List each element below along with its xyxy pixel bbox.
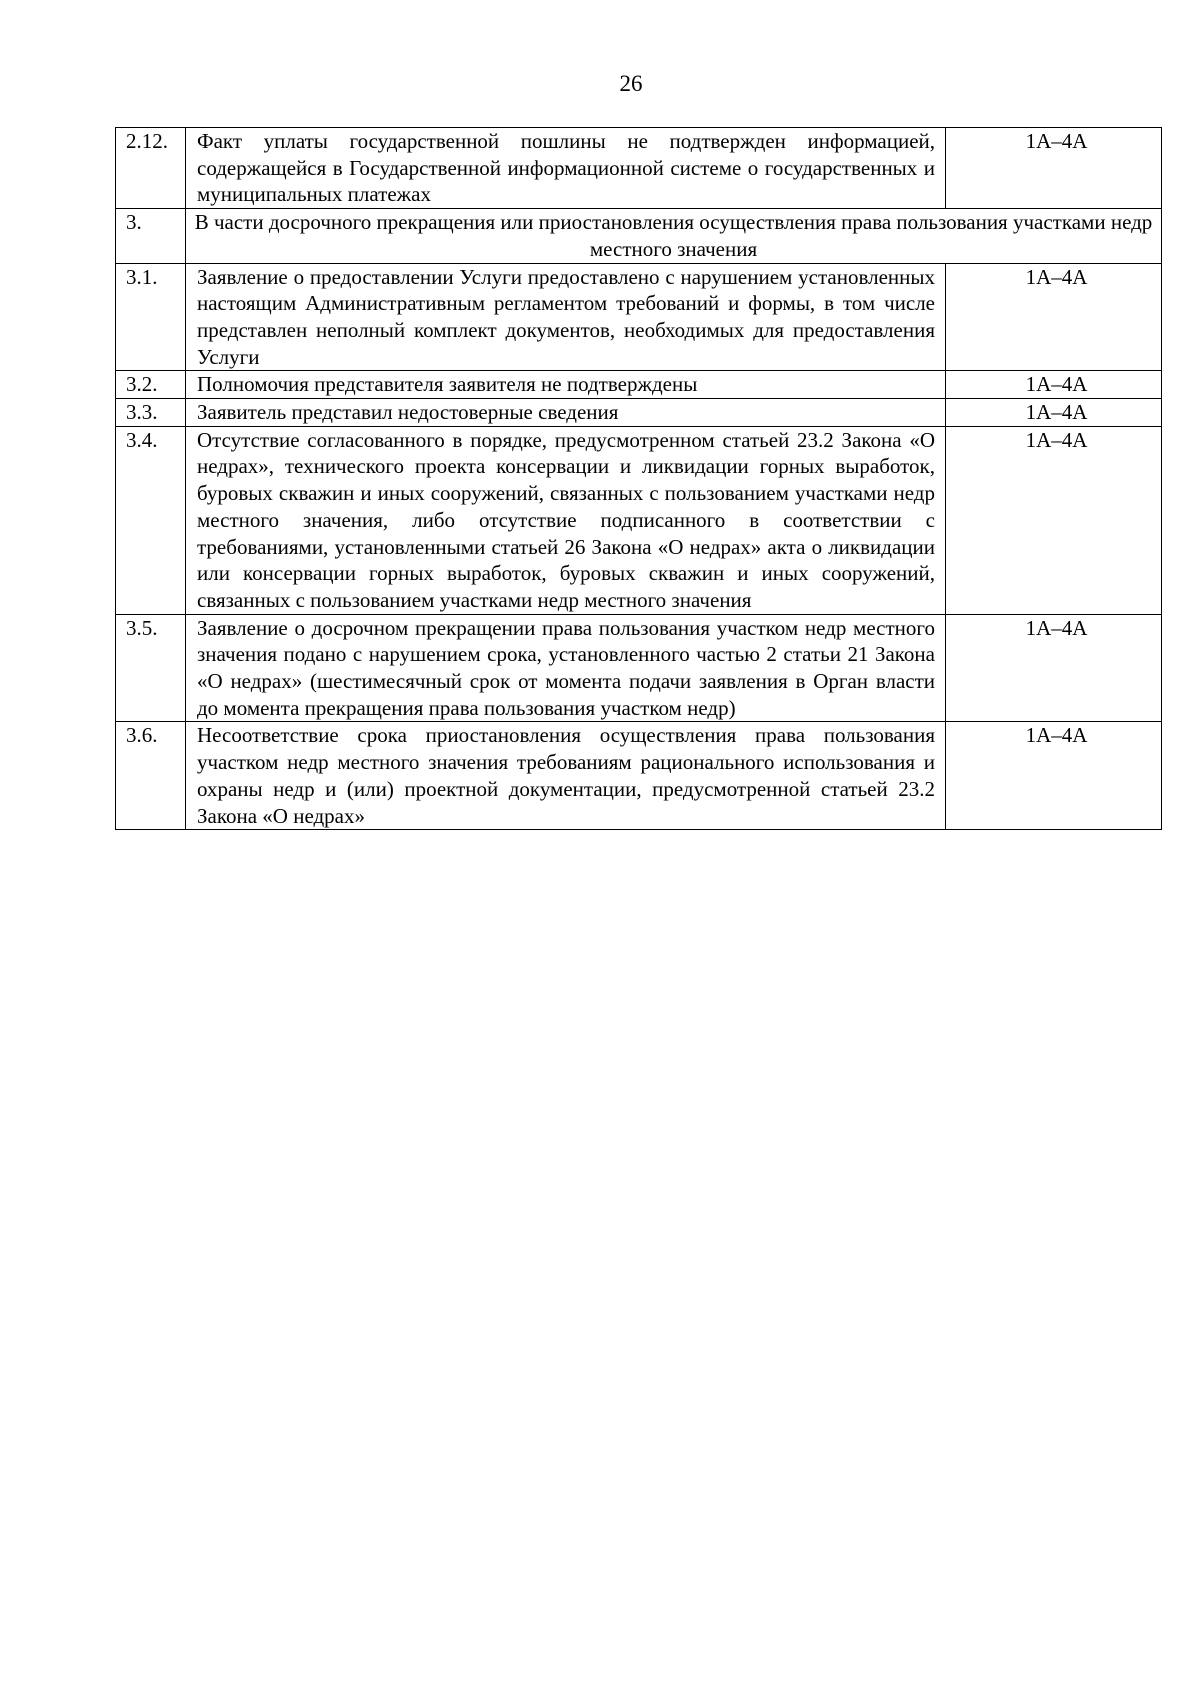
row-text: Заявление о предоставлении Услуги предоставлено с нарушением установленных настоящим Административным регламентом требований и формы, в том числе представлен неполный комплект документов, необходимых для предоставления Услуги bbox=[186, 263, 946, 371]
table-row bbox=[116, 128, 1162, 209]
table-row bbox=[116, 614, 1162, 722]
table-row bbox=[116, 371, 1162, 399]
row-code: 1А–4А bbox=[946, 128, 1162, 209]
table-row bbox=[116, 399, 1162, 427]
row-number: 3.4. bbox=[116, 426, 186, 614]
row-code: 1А–4А bbox=[946, 614, 1162, 722]
page-number: 26 bbox=[619, 71, 643, 96]
row-code: 1А–4А bbox=[946, 426, 1162, 614]
row-text: Несоответствие срока приостановления осуществления права пользования участком недр местного значения требованиям рационального использования и охраны недр и (или) проектной документации, предусмотренной статьей 23.2 Закона «О недрах» bbox=[186, 722, 946, 830]
row-number: 3.6. bbox=[116, 722, 186, 830]
row-code: 1А–4А bbox=[946, 399, 1162, 427]
row-number: 3. bbox=[116, 209, 186, 263]
row-number: 3.5. bbox=[116, 614, 186, 722]
table-row bbox=[116, 722, 1162, 830]
row-code: 1А–4А bbox=[946, 371, 1162, 399]
row-code: 1А–4А bbox=[946, 722, 1162, 830]
row-number: 3.3. bbox=[116, 399, 186, 427]
row-text: Отсутствие согласованного в порядке, предусмотренном статьей 23.2 Закона «О недрах», технического проекта консервации и ликвидации горных выработок, буровых скважин и иных сооружений, связанных с пользованием участками недр местного значения, либо отсутствие подписанного в соответствии с требованиями, установленными статьей 26 Закона «О недрах» акта о ликвидации или консервации горных выработок, буровых скважин и иных сооружений, связанных с пользованием участками недр местного значения bbox=[186, 426, 946, 614]
row-text: Полномочия представителя заявителя не подтверждены bbox=[186, 371, 946, 399]
row-number: 3.1. bbox=[116, 263, 186, 371]
section-row bbox=[116, 209, 1162, 263]
table-row bbox=[116, 426, 1162, 614]
row-text: Заявление о досрочном прекращении права пользования участком недр местного значения подано с нарушением срока, установленного частью 2 статьи 21 Закона «О недрах» (шестимесячный срок от момента подачи заявления в Орган власти до момента прекращения права пользования участком недр) bbox=[186, 614, 946, 722]
row-text: Факт уплаты государственной пошлины не подтвержден информацией, содержащейся в Государственной информационной системе о государственных и муниципальных платежах bbox=[186, 128, 946, 209]
row-number: 3.2. bbox=[116, 371, 186, 399]
section-heading: В части досрочного прекращения или приостановления осуществления права пользования участками недр местного значения bbox=[186, 209, 1162, 263]
row-number: 2.12. bbox=[116, 128, 186, 209]
row-code: 1А–4А bbox=[946, 263, 1162, 371]
row-text: Заявитель представил недостоверные сведения bbox=[186, 399, 946, 427]
grounds-table bbox=[115, 127, 1162, 830]
table-row bbox=[116, 263, 1162, 371]
